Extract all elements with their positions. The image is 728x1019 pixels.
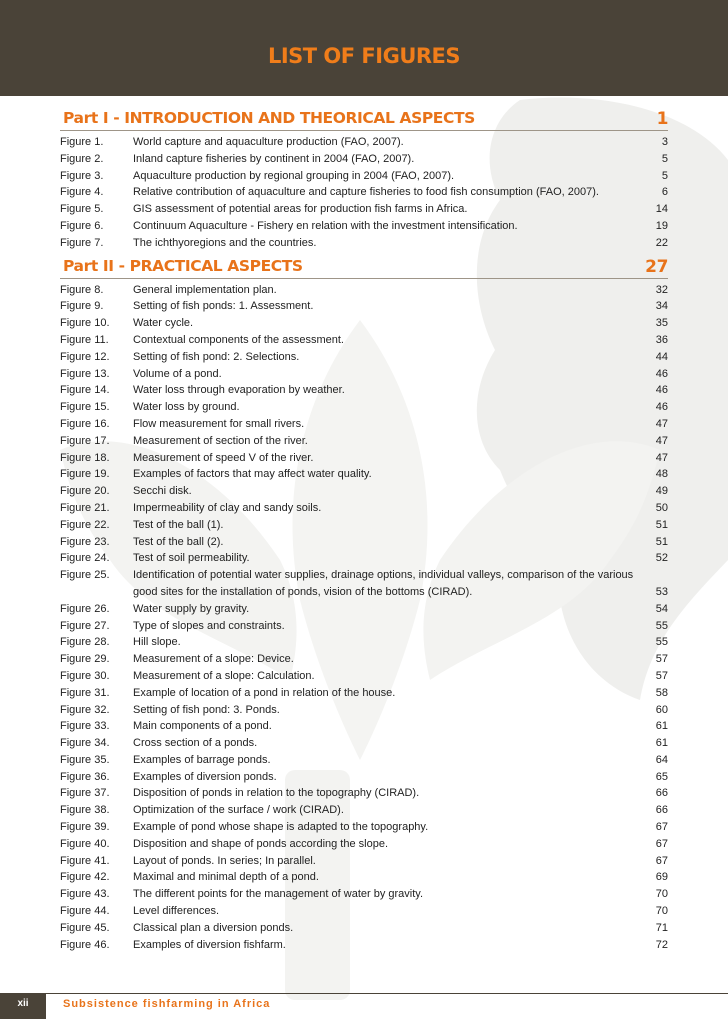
figure-label: Figure 10. xyxy=(60,317,110,330)
figure-entry[interactable] xyxy=(60,869,668,886)
figure-title: Level differences. xyxy=(133,905,220,918)
figure-title: Examples of factors that may affect water quality. xyxy=(133,468,372,481)
figure-title: The ichthyoregions and the countries. xyxy=(133,236,317,249)
figure-page-number: 14 xyxy=(655,203,668,216)
figure-title: World capture and aquaculture production (FAO, 2007). xyxy=(133,136,404,148)
figure-label: Figure 32. xyxy=(60,703,110,716)
figure-title: Volume of a pond. xyxy=(133,367,222,380)
figure-title: Hill slope. xyxy=(133,636,181,649)
figure-title: Aquaculture production by regional grouping in 2004 (FAO, 2007). xyxy=(133,169,455,182)
figure-entry[interactable] xyxy=(60,466,668,483)
figure-page-number: 5 xyxy=(661,169,668,182)
figure-title: Test of soil permeability. xyxy=(133,552,250,565)
figure-label: Figure 22. xyxy=(60,518,110,531)
figure-label: Figure 38. xyxy=(60,804,110,817)
figure-page-number: 49 xyxy=(655,485,668,498)
figure-label: Figure 35. xyxy=(60,753,110,766)
footer-page-number: xii xyxy=(0,993,46,1019)
figure-title: Classical plan a diversion ponds. xyxy=(133,921,294,934)
figure-entry[interactable] xyxy=(60,685,668,702)
figure-title: Test of the ball (1). xyxy=(133,518,224,531)
figure-page-number: 47 xyxy=(655,434,668,447)
figure-page-number: 66 xyxy=(655,787,668,800)
figure-label: Figure 33. xyxy=(60,720,110,733)
figure-page-number: 64 xyxy=(655,753,668,766)
figure-title: Relative contribution of aquaculture and capture fisheries to food fish consumption (FAO, 2007). xyxy=(133,186,599,199)
figure-entry[interactable] xyxy=(60,500,668,517)
figure-page-number: 19 xyxy=(655,219,668,232)
figure-entry[interactable] xyxy=(60,567,668,601)
figure-label: Figure 31. xyxy=(60,686,110,699)
figure-label: Figure 36. xyxy=(60,770,110,783)
figure-entry[interactable] xyxy=(60,785,668,802)
footer-rule xyxy=(46,993,728,994)
figure-page-number: 52 xyxy=(655,552,668,565)
figure-page-number: 57 xyxy=(655,653,668,666)
section-heading xyxy=(60,108,668,130)
figure-entry[interactable] xyxy=(60,668,668,685)
figure-title: Water loss by ground. xyxy=(133,401,240,414)
figure-page-number: 46 xyxy=(655,384,668,397)
figure-entry[interactable] xyxy=(60,366,668,383)
figure-title: Measurement of section of the river. xyxy=(133,434,308,447)
figure-entry[interactable] xyxy=(60,534,668,551)
figure-entry[interactable] xyxy=(60,235,668,252)
figure-page-number: 55 xyxy=(655,619,668,632)
section-title: Part I - INTRODUCTION AND THEORICAL ASPECTS xyxy=(63,109,475,127)
figure-label: Figure 24. xyxy=(60,552,110,565)
section-divider xyxy=(60,278,668,279)
figure-title: GIS assessment of potential areas for production fish farms in Africa. xyxy=(133,203,468,216)
figure-page-number: 57 xyxy=(655,669,668,682)
figure-page-number: 36 xyxy=(655,333,668,346)
figure-title: Example of location of a pond in relation of the house. xyxy=(133,686,396,699)
figure-label: Figure 6. xyxy=(60,219,104,232)
figure-label: Figure 15. xyxy=(60,401,110,414)
figure-title: Main components of a pond. xyxy=(133,720,272,733)
figure-title: Cross section of a ponds. xyxy=(133,737,258,750)
figure-title: Setting of fish ponds: 1. Assessment. xyxy=(133,300,314,313)
figure-label: Figure 4. xyxy=(60,186,104,199)
figure-label: Figure 17. xyxy=(60,434,110,447)
figure-label: Figure 13. xyxy=(60,367,110,380)
figure-label: Figure 7. xyxy=(60,236,104,249)
figure-entry[interactable] xyxy=(60,315,668,332)
figure-page-number: 32 xyxy=(655,283,668,296)
figure-label: Figure 18. xyxy=(60,451,110,464)
figure-title: Disposition and shape of ponds according the slope. xyxy=(133,837,389,850)
figure-label: Figure 14. xyxy=(60,384,110,397)
footer-book-title: Subsistence fishfarming in Africa xyxy=(63,998,271,1010)
figure-entry[interactable] xyxy=(60,802,668,819)
figure-label: Figure 1. xyxy=(60,136,104,148)
figure-label: Figure 34. xyxy=(60,737,110,750)
figure-page-number: 51 xyxy=(655,535,668,548)
figure-page-number: 51 xyxy=(655,518,668,531)
figure-label: Figure 40. xyxy=(60,837,110,850)
figure-page-number: 50 xyxy=(655,501,668,514)
figure-page-number: 47 xyxy=(655,417,668,430)
figure-entry[interactable] xyxy=(60,735,668,752)
figure-title: Measurement of a slope: Calculation. xyxy=(133,669,315,682)
figure-entry[interactable] xyxy=(60,134,668,151)
figure-page-number: 65 xyxy=(655,770,668,783)
figure-title: Flow measurement for small rivers. xyxy=(133,417,305,430)
figure-page-number: 69 xyxy=(655,871,668,884)
figure-label: Figure 23. xyxy=(60,535,110,548)
figure-title: Continuum Aquaculture - Fishery en relation with the investment intensification. xyxy=(133,219,518,232)
figure-entry[interactable] xyxy=(60,201,668,218)
figure-label: Figure 28. xyxy=(60,636,110,649)
figure-label: Figure 42. xyxy=(60,871,110,884)
figure-label: Figure 2. xyxy=(60,152,104,165)
section-page-number: 1 xyxy=(656,109,668,129)
figure-entry[interactable] xyxy=(60,769,668,786)
figure-page-number: 71 xyxy=(655,921,668,934)
figure-title: Layout of ponds. In series; In parallel. xyxy=(133,854,316,867)
figure-entry[interactable] xyxy=(60,151,668,168)
figure-label: Figure 21. xyxy=(60,501,110,514)
figure-entry[interactable] xyxy=(60,298,668,315)
figure-title: Impermeability of clay and sandy soils. xyxy=(133,501,322,514)
figure-entry[interactable] xyxy=(60,836,668,853)
figure-page-number: 55 xyxy=(655,636,668,649)
figure-title: Water cycle. xyxy=(133,317,194,330)
section-title: Part II - PRACTICAL ASPECTS xyxy=(63,256,303,275)
figure-title: The different points for the management of water by gravity. xyxy=(133,888,424,901)
figure-entry[interactable] xyxy=(60,517,668,534)
figure-entry[interactable] xyxy=(60,349,668,366)
figure-title: Optimization of the surface / work (CIRAD). xyxy=(133,804,344,817)
figure-entry[interactable] xyxy=(60,651,668,668)
figure-page-number: 70 xyxy=(655,888,668,901)
figure-page-number: 48 xyxy=(655,468,668,481)
figure-label: Figure 20. xyxy=(60,485,110,498)
figure-page-number: 66 xyxy=(655,804,668,817)
figure-page-number: 54 xyxy=(655,602,668,615)
figure-page-number: 34 xyxy=(655,300,668,313)
section-heading xyxy=(60,256,668,278)
figure-entry[interactable] xyxy=(60,937,668,954)
figure-title: Measurement of a slope: Device. xyxy=(133,653,294,666)
figure-entry[interactable] xyxy=(60,399,668,416)
figure-page-number: 47 xyxy=(655,451,668,464)
section-divider xyxy=(60,130,668,131)
figure-label: Figure 26. xyxy=(60,602,110,615)
figure-title: Disposition of ponds in relation to the topography (CIRAD). xyxy=(133,787,420,800)
figure-label: Figure 29. xyxy=(60,653,110,666)
figure-title: Maximal and minimal depth of a pond. xyxy=(133,871,319,884)
figure-page-number: 22 xyxy=(655,236,668,249)
figure-label: Figure 9. xyxy=(60,300,104,313)
figure-page-number: 46 xyxy=(655,401,668,414)
figure-label: Figure 19. xyxy=(60,468,110,481)
figure-title: Water loss through evaporation by weather. xyxy=(133,384,345,397)
figure-page-number: 53 xyxy=(655,585,668,598)
figure-entry[interactable] xyxy=(60,282,668,299)
figure-entry[interactable] xyxy=(60,218,668,235)
figure-page-number: 67 xyxy=(655,837,668,850)
figure-title: Test of the ball (2). xyxy=(133,535,224,548)
figure-label: Figure 3. xyxy=(60,169,104,182)
figure-page-number: 46 xyxy=(655,367,668,380)
figure-label: Figure 16. xyxy=(60,417,110,430)
section-figures xyxy=(60,282,668,954)
figure-entry[interactable] xyxy=(60,702,668,719)
figure-entry[interactable] xyxy=(60,382,668,399)
figure-label: Figure 37. xyxy=(60,787,110,800)
figure-page-number: 61 xyxy=(655,720,668,733)
figure-title: Setting of fish pond: 2. Selections. xyxy=(133,350,300,363)
figure-page-number: 35 xyxy=(655,317,668,330)
figure-title: Examples of barrage ponds. xyxy=(133,753,271,766)
figure-label: Figure 39. xyxy=(60,821,110,834)
figure-entry[interactable] xyxy=(60,550,668,567)
section-page-number: 27 xyxy=(645,256,668,277)
figure-label: Figure 46. xyxy=(60,938,110,951)
figure-page-number: 5 xyxy=(661,152,668,165)
figure-entry[interactable] xyxy=(60,433,668,450)
figure-entry[interactable] xyxy=(60,903,668,920)
figure-entry[interactable] xyxy=(60,752,668,769)
figure-title: Inland capture fisheries by continent in 2004 (FAO, 2007). xyxy=(133,152,415,165)
figure-page-number: 3 xyxy=(661,136,668,148)
figure-entry[interactable] xyxy=(60,168,668,185)
figure-entry[interactable] xyxy=(60,450,668,467)
figure-title: Measurement of speed V of the river. xyxy=(133,451,314,464)
figure-label: Figure 11. xyxy=(60,333,109,346)
figure-page-number: 67 xyxy=(655,854,668,867)
figure-page-number: 67 xyxy=(655,821,668,834)
figure-page-number: 60 xyxy=(655,703,668,716)
figure-title: Secchi disk. xyxy=(133,485,192,498)
figure-label: Figure 45. xyxy=(60,921,110,934)
figure-title: Examples of diversion fishfarm. xyxy=(133,938,286,951)
figure-page-number: 58 xyxy=(655,686,668,699)
page-title: LIST OF FIGURES xyxy=(267,44,461,68)
figure-page-number: 61 xyxy=(655,737,668,750)
figure-entry[interactable] xyxy=(60,920,668,937)
figure-entry[interactable] xyxy=(60,634,668,651)
figure-entry[interactable] xyxy=(60,184,668,201)
figure-label: Figure 41. xyxy=(60,854,110,867)
section-figures xyxy=(60,134,668,252)
figure-entry[interactable] xyxy=(60,718,668,735)
figure-entry[interactable] xyxy=(60,416,668,433)
figure-page-number: 44 xyxy=(655,350,668,363)
figure-title: Examples of diversion ponds. xyxy=(133,770,277,783)
figure-title: Water supply by gravity. xyxy=(133,602,250,615)
figure-label: Figure 12. xyxy=(60,350,110,363)
figure-entry[interactable] xyxy=(60,819,668,836)
figure-label: Figure 5. xyxy=(60,203,104,216)
figure-title: Identification of potential water supplies, drainage options, individual valleys, comparison of the various good sites for the installation of ponds, vision of the bottoms (CIRAD). xyxy=(133,569,634,598)
figure-title: Contextual components of the assessment. xyxy=(133,333,344,346)
figure-label: Figure 27. xyxy=(60,619,110,632)
figure-label: Figure 43. xyxy=(60,888,110,901)
figure-list xyxy=(60,108,668,953)
figure-entry[interactable] xyxy=(60,886,668,903)
figure-entry[interactable] xyxy=(60,601,668,618)
figure-title: Example of pond whose shape is adapted to the topography. xyxy=(133,821,429,834)
figure-label: Figure 30. xyxy=(60,669,110,682)
figure-title: General implementation plan. xyxy=(133,283,277,296)
figure-entry[interactable] xyxy=(60,483,668,500)
figure-label: Figure 25. xyxy=(60,569,110,582)
figure-title: Type of slopes and constraints. xyxy=(133,619,285,632)
figure-page-number: 6 xyxy=(661,186,668,199)
figure-label: Figure 44. xyxy=(60,905,110,918)
figure-page-number: 72 xyxy=(655,938,668,951)
figure-label: Figure 8. xyxy=(60,283,104,296)
figure-title: Setting of fish pond: 3. Ponds. xyxy=(133,703,280,716)
figure-entry[interactable] xyxy=(60,618,668,635)
figure-entry[interactable] xyxy=(60,853,668,870)
figure-page-number: 70 xyxy=(655,905,668,918)
figure-entry[interactable] xyxy=(60,332,668,349)
